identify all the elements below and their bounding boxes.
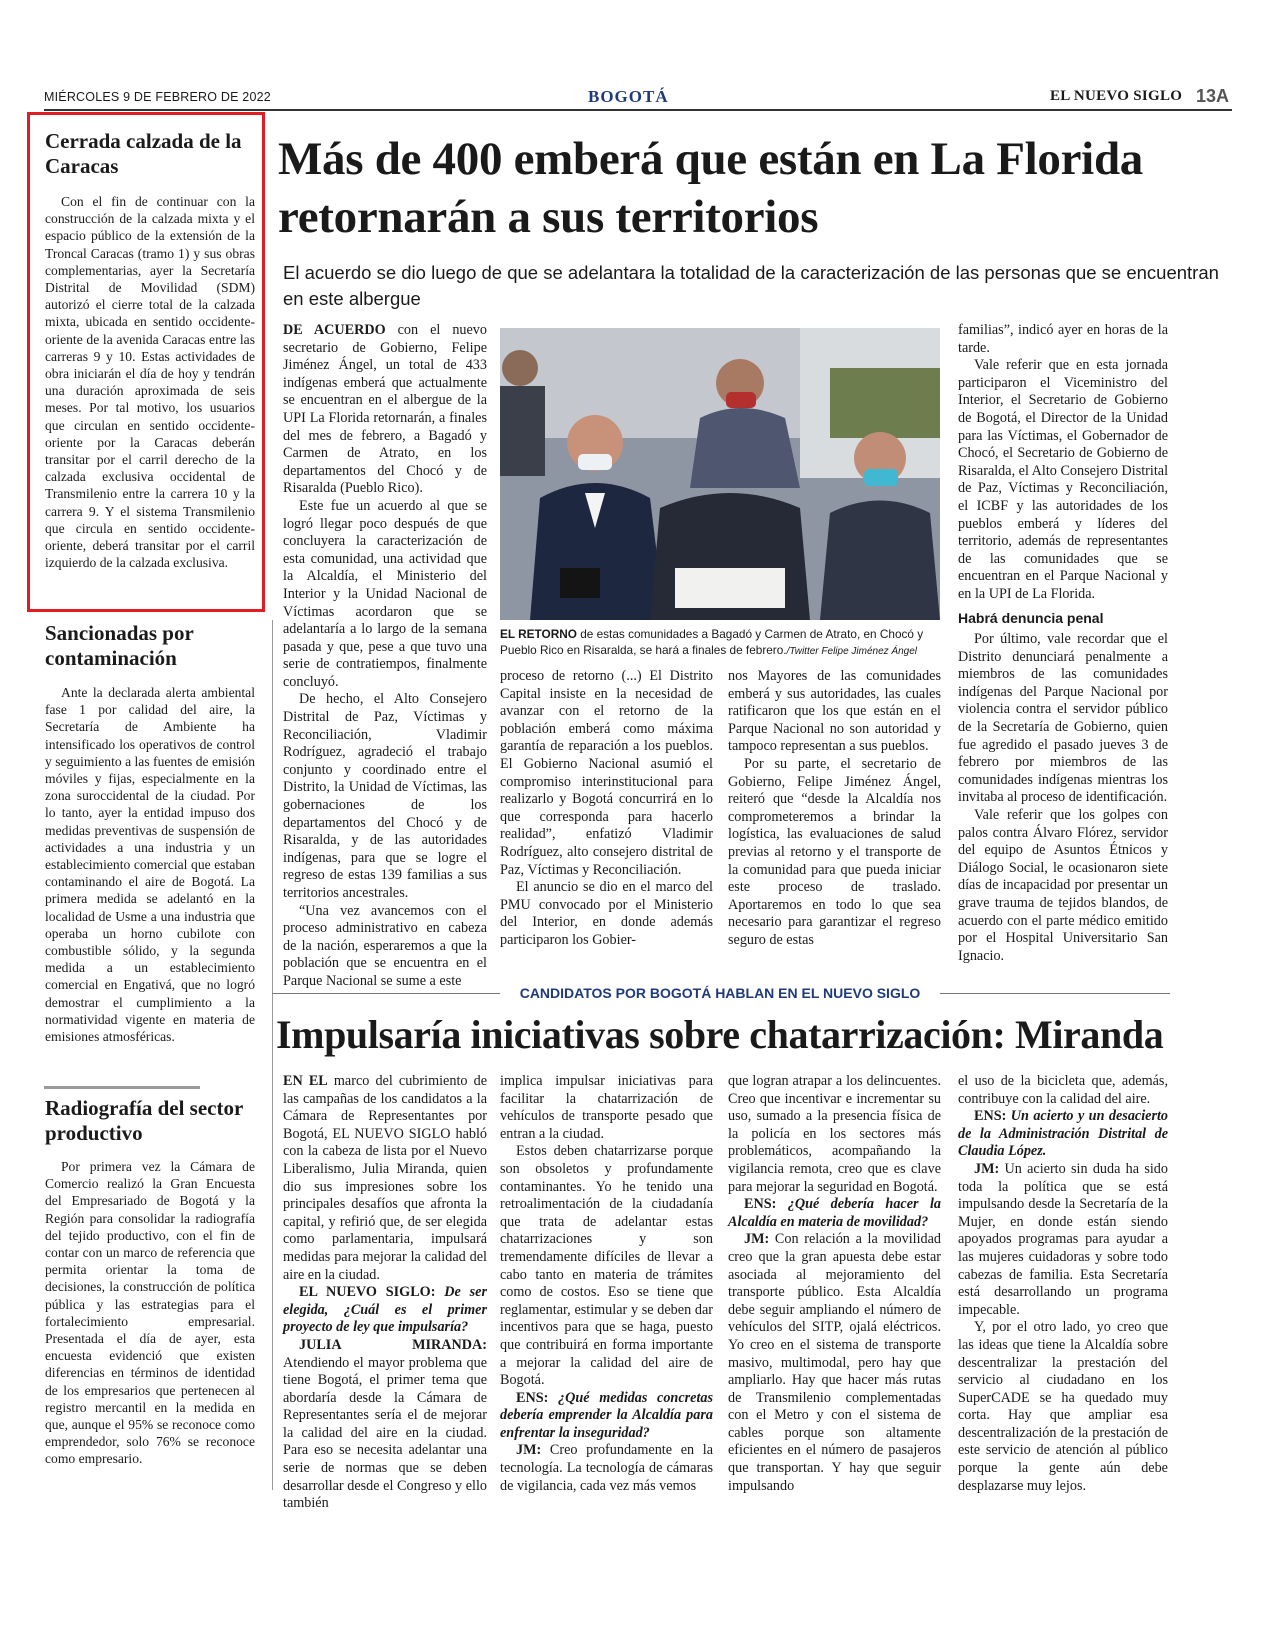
article1-col4-p1: familias”, indicó ayer en horas de la tarde.: [958, 322, 1168, 356]
article2-col1: [283, 1073, 487, 1513]
article1-col1-p2: Este fue un acuerdo al que se logró llegar poco después de que concluyera la caracterización de esta comunidad, una actividad que la Alcaldía, el Ministerio del Interior y la Unidad Nacional de Víctimas acordaron que se adelantaría a lo largo de la semana pasada y que, pese a que tuvo una serie de contratiempos, finalmente concluyó.: [283, 497, 487, 690]
article2-col1-p1: [283, 1073, 487, 1284]
article2-q4-text: Un acierto y un desacierto de la Administración Distrital de Claudia López.: [958, 1108, 1168, 1160]
article2-q4: [958, 1108, 1168, 1161]
article2-q1-text: De ser elegida, ¿Cuál es el primer proyecto de ley que impulsaría?: [283, 1284, 487, 1336]
article2-col3: [728, 1073, 941, 1495]
article1-col2: [500, 668, 713, 950]
masthead-rule: [44, 109, 1232, 111]
article1-col3: [728, 668, 941, 950]
article2-a1-text: Atendiendo el mayor problema que tiene Bogotá, el primer tema que abordaría desde la Cámara de Representantes sería el de mejorar la calidad del aire en la ciudad. Para eso se necesita adelantar una serie de normas que se deben desarrollar desde el Congreso y ello también: [283, 1354, 487, 1512]
kicker-rule-right: [940, 993, 1170, 994]
article2-kicker: CANDIDATOS POR BOGOTÁ HABLAN EN EL NUEVO SIGLO: [519, 985, 921, 1001]
article1-col4: [958, 322, 1168, 965]
article2-q2-speaker: ENS:: [516, 1389, 549, 1406]
article2-a2-text: Creo profundamente en la tecnología. La tecnología de cámaras de vigilancia, cada vez más vemos: [500, 1442, 713, 1494]
article2-q2: [500, 1390, 713, 1443]
page-number: 13A: [1196, 86, 1230, 106]
article1-col4-p3: Por último, vale recordar que el Distrito denunciará penalmente a miembros de las comunidades indígenas del Parque Nacional por violencia contra el servidor público de la Secretaría de Gobierno, quien fue agredido el pasado jueves 3 de febrero por miembros de las comunidades indígenas mientras los invitaba al proceso de identificación.: [958, 631, 1168, 806]
article1-photo: [500, 328, 940, 620]
article2-q1: [283, 1284, 487, 1337]
article1-subhead: El acuerdo se dio luego de que se adelantara la totalidad de la caracterización de las personas que se encuentran en este albergue: [283, 262, 1219, 309]
article2-q2-text: ¿Qué medidas concretas debería emprender la Alcaldía para enfrentar la inseguridad?: [500, 1389, 713, 1441]
article2-q3-text: ¿Qué debería hacer la Alcaldía en materia de movilidad?: [728, 1196, 941, 1230]
article1-col1-p4: “Una vez avancemos con el proceso administrativo en cabeza de la nación, esperaremos a que la población que se encuentra en el Parque Nacional se sume a este: [283, 902, 487, 989]
caption-lead: EL RETORNO: [500, 627, 577, 641]
sidebar-paragraph-1: Con el fin de continuar con la construcción de la calzada mixta y el espacio público de la extensión de la Troncal Caracas (tramo 1) y sus obras complementarias, ayer la Secretaría Distrital de Movilidad (SDM) autorizó el cierre total de la calzada mixta, ubicada en sentido occidente-oriente de la avenida Caracas entre las carreras 9 y 10. Estas actividades de obra iniciarán el día de hoy y tendrán una duración aproximada de seis meses. Por tal motivo, los usuarios que circulan en sentido occidente-oriente por la Caracas deberán transitar por el carril derecho de la calzada exclusiva occidental de Transmilenio entre la carrera 10 y la carrera 9. Y el sistema Transmilenio que circula en sentido occidente-oriente, deberá transitar por el carril izquierdo de la calzada exclusiva.: [45, 194, 255, 571]
sidebar-title-3: Radiografía del sector productivo: [45, 1096, 243, 1145]
article2-headline: Impulsaría iniciativas sobre chatarrización: Miranda: [276, 1012, 1164, 1057]
paper-name-text: EL NUEVO SIGLO: [1050, 88, 1183, 104]
article1-subhead-penal: Habrá denuncia penal: [958, 609, 1104, 626]
article1-col1-p3: De hecho, el Alto Consejero Distrital de Paz, Víctimas y Reconciliación, Vladimir Rodríguez, agradeció el trabajo conjunto y coordinado entre el Distrito, la Unidad de Víctimas, las gobernaciones de los departamentos del Chocó y de Risaralda, y de las autoridades indígenas, para que se logre el regreso de estas 139 familias a sus territorios ancestrales.: [283, 691, 487, 901]
article2-q4-speaker: ENS:: [974, 1108, 1007, 1125]
article2-a3-text: Con relación a la movilidad creo que la gran apuesta debe estar asociada al mejoramiento del transporte público. Esta Alcaldía debe seguir ampliando el número de vehículos del SITP, ojalá eléctricos. Yo creo en el sistema de transporte masivo, multimodal, pero hay que ampliarlo. Hay que hacer más rutas de Transmilenio complementadas con el Metro y con el sistema de cables porque son altamente eficientes en el número de pasajeros que transportan. Y hay que seguir impulsando: [728, 1231, 941, 1494]
article1-col1-p1: [283, 322, 487, 498]
article1-col3-p1: nos Mayores de las comunidades emberá y sus autoridades, las cuales ratificaron que los que están en el Parque Nacional no son autoridad y tampoco representan a sus pueblos.: [728, 668, 941, 755]
sidebar-paragraph-2: Ante la declarada alerta ambiental fase 1 por calidad del aire, la Secretaría de Ambiente ha intensificado los operativos de control y seguimiento a las fuentes de emisión móviles y fijas, especialmente en la zona suroccidental de la ciudad. Por lo tanto, ayer la entidad impuso dos medidas preventivas de suspensión de actividades a una industria y un establecimiento comercial que estaban contaminando el aire de Bogotá. La primera medida se adelantó en la localidad de Usme a una industria que operaba un horno cubilote con combustible sólido, y la segunda medida a un establecimiento comercial en Engativá, que no logró demostrar el cumplimiento a la normatividad vigente en materia de emisiones atmosféricas.: [45, 685, 255, 1045]
article2-a4-speaker: JM:: [974, 1160, 1000, 1177]
article2-a3: [728, 1231, 941, 1495]
article2-a1-speaker: JULIA MIRANDA:: [299, 1336, 487, 1353]
article1-lead: DE ACUERDO: [283, 322, 386, 338]
sidebar-title-2: Sancionadas por contaminación: [45, 621, 194, 670]
article1-col2-p1: proceso de retorno (...) El Distrito Capital insiste en la necesidad de avanzar con el retorno de la población emberá como máxima garantía de reparación a los pueblos. El Gobierno Nacional asumió el compromiso interinstitucional para realizarlo y Bogotá concurrirá en lo que corresponda para hacerlo realidad”, enfatizó Vladimir Rodríguez, alto consejero distrital de Paz, Víctimas y Reconciliación.: [500, 668, 713, 878]
article2-a1: [283, 1337, 487, 1513]
section-name: BOGOTÁ: [588, 87, 669, 106]
page-date: MIÉRCOLES 9 DE FEBRERO DE 2022: [44, 90, 271, 104]
article1-col3-p2: Por su parte, el secretario de Gobierno, Felipe Jiménez Ángel, reiteró que “desde la Alcaldía nos comprometeremos a brindar la logística, las evaluaciones de salud previas al retorno y el transporte de la comunidad para que pueda iniciar este proceso de traslado. Aportaremos en todo lo que sea necesario para garantizar el regreso seguro de estas: [728, 755, 941, 948]
photo-illustration: [500, 328, 940, 620]
article2-q1-speaker: EL NUEVO SIGLO:: [299, 1284, 436, 1301]
sidebar-divider: [44, 1086, 200, 1089]
article2-a4: [958, 1161, 1168, 1319]
article2-q3-speaker: ENS:: [744, 1196, 777, 1213]
sidebar-text-1: [45, 193, 255, 571]
article2-col4-p1: el uso de la bicicleta que, además, contribuye con la calidad del aire.: [958, 1073, 1168, 1107]
article2-a4-text: Un acierto sin duda ha sido toda la política que se está impulsando desde la Secretaría de la Mujer, en donde están siendo apoyados programas para ayudar a las mujeres cuidadoras y sobre todo cabezas de familia. Esta Secretaría está desarrollando un programa impecable.: [958, 1160, 1168, 1318]
sidebar-title-1: Cerrada calzada de la Caracas: [45, 129, 242, 178]
article2-col3-p1: que logran atrapar a los delincuentes. Creo que incentivar e incrementar su uso, sumado a la presencia física de la policía en los sectores más problemáticos, acompañando la vigilancia remota, creo que es clave para mejorar la seguridad en Bogotá.: [728, 1073, 941, 1195]
article1-col4-p4: Vale referir que los golpes con palos contra Álvaro Flórez, servidor del equipo de Asuntos Étnicos y Diálogo Social, le ocasionaron siete días de incapacidad por presentar un grave trauma de tejidos blandos, de acuerdo con el parte médico emitido por el Hospital Universitario San Ignacio.: [958, 807, 1168, 964]
article1-col1: [283, 322, 487, 991]
sidebar-text-3: [45, 1158, 255, 1468]
article2-a2-speaker: JM:: [516, 1442, 542, 1459]
article1-col2-p2: El anuncio se dio en el marco del PMU convocado por el Ministerio del Interior, en donde además participaron los Gobier-: [500, 879, 713, 948]
kicker-rule-left: [272, 993, 500, 994]
article1-col4-p2: Vale referir que en esta jornada participaron el Viceministro del Interior, el Secretario de Gobierno de Bogotá, el Director de la Unidad para las Víctimas, el Gobernador de Chocó, el Secretario de Gobierno de Risaralda, el Alto Consejero Distrital de Paz, Víctimas y Reconciliación, el ICBF y las autoridades de los pueblos emberá y líderes del territorio, además de representantes de las comunidades que se encuentran en el Parque Nacional y en la UPI de La Florida.: [958, 357, 1169, 602]
column-rule: [272, 620, 273, 1490]
article2-col1-p1-text: marco del cubrimiento de las campañas de los candidatos a la Cámara de Representantes por Bogotá, EL NUEVO SIGLO habló con la cabeza de lista por el Nuevo Liberalismo, Julia Miranda, quien dio sus impresiones sobre los principales desafíos que afronta la capital, y refirió que, de ser elegida como parlamentaria, impulsará medidas para mejorar la calidad del aire en la ciudad.: [283, 1073, 487, 1283]
article2-q3: [728, 1196, 941, 1231]
sidebar-text-2: [45, 684, 255, 1045]
article1-headline: Más de 400 emberá que están en La Florida retornarán a sus territorios: [278, 133, 1143, 243]
article2-col4-p2: Y, por el otro lado, yo creo que las ideas que tiene la Alcaldía sobre descentralizar la prestación del servicio al ciudadano en los SuperCADE se ha quedado muy corta. Hay que ampliar esa descentralización de la prestación de este servicio de atención al público porque la gente aún debe desplazarse muy lejos.: [958, 1319, 1168, 1494]
article2-lead: EN EL: [283, 1073, 328, 1089]
caption-credit: /Twitter Felipe Jiménez Ángel: [786, 646, 917, 657]
article2-a2: [500, 1442, 713, 1495]
article2-col2-p2: Estos deben chatarrizarse porque son obsoletos y profundamente contaminantes. Yo he tenido una retroalimentación de la ciudadanía que trata de adelantar estas chatarrizaciones y son tremendamente difíciles de llevar a cabo tanto en materia de trámites como de costos. Eso se tiene que reglamentar, estimular y se deben dar incentivos para que se haga, puesto que contribuirá en forma importante a mejorar la calidad del aire de Bogotá.: [500, 1143, 713, 1389]
sidebar-paragraph-3: Por primera vez la Cámara de Comercio realizó la Gran Encuesta del Empresariado de Bogotá y la Región para consolidar la radiografía del tejido productivo, con el fin de contar con un marco de referencia que permita orientar la toma de decisiones, la construcción de política pública y las estrategias para el fortalecimiento empresarial. Presentada el día de ayer, esta encuesta evidenció que existen diferencias en términos de identidad de los empresarios que pertenecen al registro mercantil en la medida en que, aunque el 95% se reconoce como emprendedor, solo 76% se reconoce como empresario.: [45, 1159, 255, 1467]
article2-col4: [958, 1073, 1168, 1495]
article2-a3-speaker: JM:: [744, 1231, 770, 1248]
article2-col2: [500, 1073, 713, 1495]
photo-caption: [500, 626, 942, 660]
paper-name: [1050, 88, 1182, 105]
article1-col1-p1-text: con el nuevo secretario de Gobierno, Felipe Jiménez Ángel, un total de 433 indígenas emberá que actualmente se encuentran en el albergue de la UPI La Florida retornarán, a finales del mes de febrero, a Bagadó y Carmen de Atrato, en los departamentos del Chocó y de Risaralda (Pueblo Rico).: [283, 322, 487, 497]
caption-text: de estas comunidades a Bagadó y Carmen de Atrato, en Chocó y Pueblo Rico en Risaralda, se hará a finales de febrero.: [500, 627, 924, 657]
article2-col2-p1: implica impulsar iniciativas para facilitar la chatarrización de vehículos de transporte pesado que entran a la ciudad.: [500, 1073, 713, 1142]
